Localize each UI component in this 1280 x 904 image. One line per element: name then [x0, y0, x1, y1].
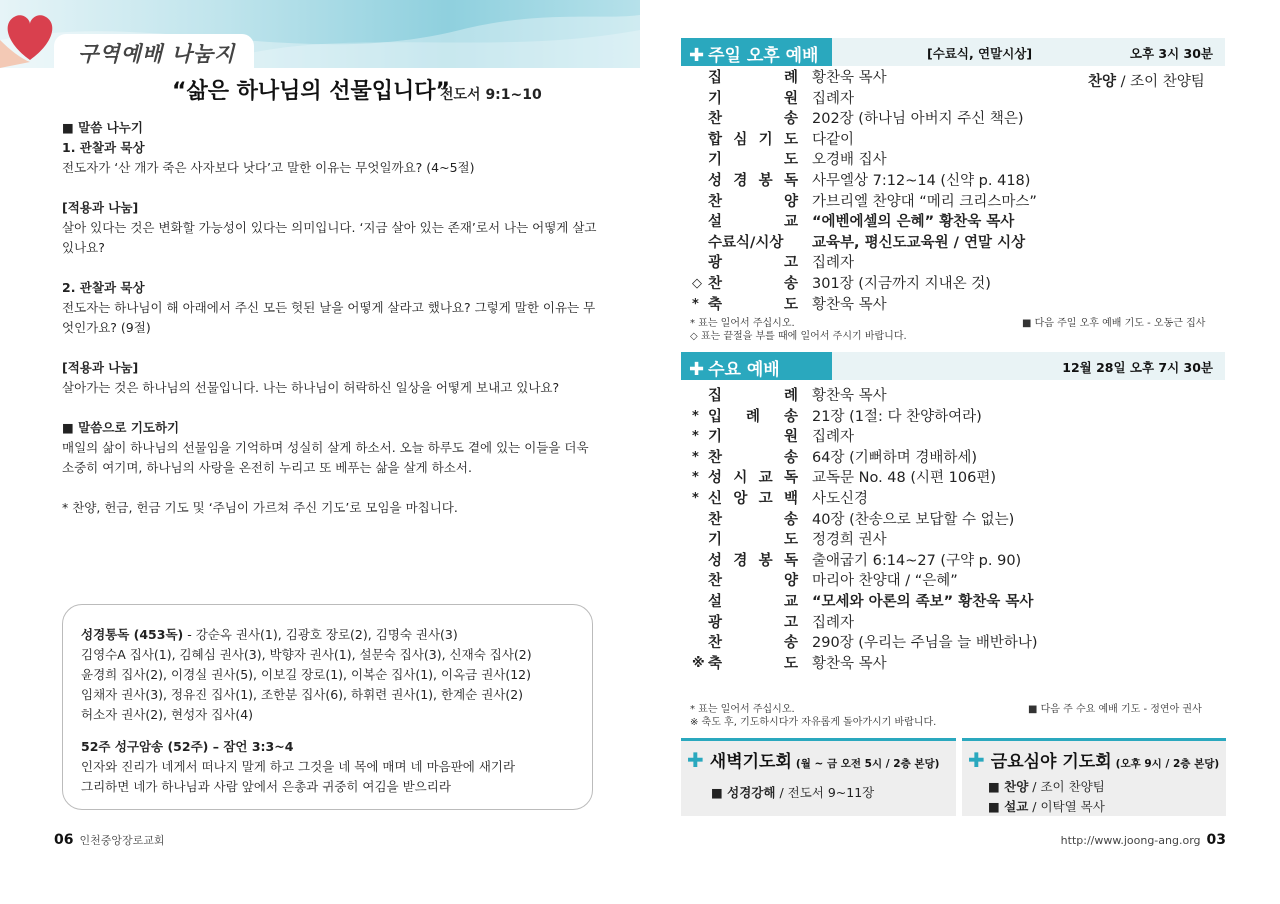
order-mark [692, 130, 708, 151]
order-mark: * [692, 408, 699, 424]
order-label: 성 경 봉 독 [708, 172, 798, 189]
right-page [640, 0, 1280, 904]
dawn-line-label: ■ 성경강해 [711, 785, 776, 800]
order-mark: * [692, 429, 699, 445]
discussion-body [62, 118, 602, 518]
order-label: 신 앙 고 백 [708, 490, 798, 507]
reading-line: 임채자 권사(3), 정유진 집사(1), 조한분 집사(6), 하휘련 권사(1), 한계순 권사(2) [81, 687, 524, 702]
memory-line: 그리하면 네가 하나님과 사람 앞에서 은총과 귀중히 여김을 받으리라 [81, 779, 451, 794]
order-label: 집 례 [708, 388, 798, 404]
apply2-text: 살아가는 것은 하나님의 선물입니다. 나는 하나님이 허락하신 일상을 어떻게 보내고 있나요? [62, 380, 560, 395]
order-row [692, 89, 1037, 110]
order-label: 성 경 봉 독 [708, 552, 798, 569]
order-row [692, 448, 1038, 469]
order-row [692, 68, 1037, 89]
order-row [692, 192, 1037, 213]
order-label: 기 원 [708, 429, 798, 446]
order-label: 찬 양 [708, 573, 798, 590]
order-label: 설 교 [708, 593, 798, 610]
sunday-note [690, 317, 907, 343]
order-mark [692, 253, 708, 274]
order-label: 기 도 [708, 532, 798, 549]
reading-line: - 강순옥 권사(1), 김광호 장로(2), 김명숙 권사(3) [183, 627, 458, 642]
order-mark: * [692, 449, 699, 465]
closing-note: * 찬양, 헌금, 헌금 기도 및 ‘주님이 가르쳐 주신 기도’로 모임을 마칩니다. [62, 500, 458, 515]
order-row [692, 233, 1037, 254]
sunday-next-prayer: ■ 다음 주일 오후 예배 기도 - 오동근 집사 [1022, 318, 1206, 329]
order-value: 오경배 집사 [812, 152, 887, 169]
apply1-text: 살아 있다는 것은 변화할 가능성이 있다는 의미입니다. ‘지금 살아 있는 존재’로서 나는 어떻게 살고 있나요? [62, 220, 597, 255]
order-mark [692, 551, 708, 572]
order-row [692, 510, 1038, 531]
order-label: 찬 송 [708, 449, 798, 466]
cross-icon: ✚ [689, 45, 705, 66]
order-mark [692, 109, 708, 130]
order-row [692, 654, 1038, 675]
order-label: 기 원 [708, 90, 798, 107]
church-url[interactable]: http://www.joong-ang.org [1060, 834, 1201, 847]
order-value: 집례자 [812, 90, 855, 107]
order-label: 입 례 송 [708, 408, 798, 425]
friday-prayer-line [988, 797, 1105, 815]
reading-line: 김영수A 집사(1), 김혜심 권사(3), 박향자 권사(1), 설문숙 집사(3), 신재숙 집사(2) [81, 647, 532, 662]
order-value: 집례자 [812, 429, 855, 446]
dawn-line-value: / 전도서 9~11장 [775, 785, 875, 800]
order-row [692, 530, 1038, 551]
order-value: 사무엘상 7:12~14 (신약 p. 418) [812, 172, 1031, 189]
order-value: 황찬욱 목사 [812, 388, 887, 404]
order-row [692, 274, 1037, 295]
order-value: 교육부, 평신도교육원 / 연말 시상 [812, 234, 1026, 251]
friday-prayer-box [962, 738, 1226, 816]
order-label: 찬 송 [708, 111, 798, 128]
friday-line1-label: ■ 찬양 [988, 779, 1029, 794]
memory-line: 인자와 진리가 네게서 떠나지 말게 하고 그것을 네 목에 매며 네 마음판에 새기라 [81, 759, 516, 774]
order-label: 기 도 [708, 152, 798, 169]
order-value: 301장 (지금까지 지내온 것) [812, 275, 991, 292]
order-row [692, 571, 1038, 592]
sunday-order-list [692, 68, 1037, 315]
order-label: 찬 양 [708, 193, 798, 210]
right-page-number: 03 [1206, 832, 1226, 848]
wednesday-service-title: 수요 예배 [708, 360, 780, 380]
reading-line: 윤경희 집사(2), 이경실 권사(5), 이보길 장로(1), 이복순 집사(1), 이옥금 권사(12) [81, 667, 532, 682]
cross-icon: ✚ [968, 748, 985, 772]
dawn-prayer-line [711, 783, 874, 801]
order-mark: * [692, 490, 699, 506]
friday-prayer-title-row [968, 747, 1219, 772]
dawn-prayer-box [681, 738, 956, 816]
order-value: 마리아 찬양대 / “은혜” [812, 573, 958, 590]
wednesday-service-tab [681, 352, 832, 380]
friday-line2-value: / 이탁열 목사 [1028, 799, 1105, 814]
order-value: 다같이 [812, 131, 855, 148]
dawn-prayer-title-row [687, 747, 939, 772]
order-value: 가브리엘 찬양대 “메리 크리스마스” [812, 193, 1037, 210]
sunday-service-tab [681, 38, 832, 66]
order-mark [692, 530, 708, 551]
order-value: 출애굽기 6:14~27 (구약 p. 90) [812, 552, 1022, 569]
order-value: 40장 (찬송으로 보답할 수 없는) [812, 511, 1015, 528]
order-label: 광 고 [708, 255, 798, 272]
order-value: 21장 (1절: 다 찬양하여라) [812, 408, 982, 425]
wednesday-note [690, 703, 936, 729]
order-label: 집 례 [708, 70, 798, 86]
heart-hands-icon [0, 0, 60, 68]
sermon-reference: 전도서 9:1~10 [440, 87, 542, 103]
order-row [692, 592, 1038, 613]
order-mark [692, 633, 708, 654]
order-value: “에벤에셀의 은혜” 황찬욱 목사 [812, 214, 1015, 231]
order-value: 집례자 [812, 255, 855, 272]
order-mark [692, 150, 708, 171]
order-row [692, 468, 1038, 489]
order-value: 집례자 [812, 614, 855, 631]
order-mark [692, 171, 708, 192]
order-row [692, 295, 1037, 316]
left-footer [54, 832, 165, 848]
order-mark [692, 386, 708, 407]
order-row [692, 407, 1038, 428]
friday-prayer-line [988, 777, 1105, 795]
order-mark: ※ [692, 655, 705, 671]
order-row [692, 212, 1037, 233]
order-mark [692, 613, 708, 634]
share-heading: ■ 말씀 나누기 [62, 120, 143, 135]
sunday-service-time: 오후 3시 30분 [1129, 46, 1213, 61]
church-name: 인천중앙장로교회 [79, 834, 165, 847]
order-mark [692, 192, 708, 213]
apply1-heading: [적용과 나눔] [62, 200, 139, 215]
order-value: 202장 (하나님 아버지 주신 책은) [812, 111, 1024, 128]
wednesday-note-2: ※ 축도 후, 기도하시다가 자유롭게 돌아가시기 바랍니다. [690, 717, 937, 728]
order-label: 축 도 [708, 296, 798, 313]
order-value: 황찬욱 목사 [812, 655, 887, 672]
order-value: 정경희 권사 [812, 532, 887, 549]
order-mark [692, 89, 708, 110]
sunday-note-2: ◇ 표는 끝절을 부를 때에 일어서 주시기 바랍니다. [690, 331, 907, 342]
question1-heading: 1. 관찰과 묵상 [62, 140, 145, 155]
order-mark: * [692, 296, 699, 312]
choir-label: 찬양 [1088, 74, 1117, 90]
wednesday-service-time: 12월 28일 오후 7시 30분 [1062, 360, 1213, 375]
wednesday-note-1: * 표는 일어서 주십시오. [690, 704, 795, 715]
sunday-service-header [681, 38, 1225, 66]
sermon-title: “삶은 하나님의 선물입니다” [172, 79, 451, 104]
order-mark [692, 510, 708, 531]
order-label: 수료식/시상 [708, 234, 784, 251]
order-mark: ◇ [692, 275, 702, 291]
order-mark [692, 212, 708, 233]
order-label: 찬 송 [708, 635, 798, 652]
order-label: 찬 송 [708, 275, 798, 292]
order-label: 성 시 교 독 [708, 470, 798, 487]
order-row [692, 427, 1038, 448]
order-row [692, 150, 1037, 171]
choir-value: / 조이 찬양팀 [1116, 74, 1205, 90]
friday-prayer-schedule: (오후 9시 / 2층 본당) [1115, 758, 1220, 770]
order-row [692, 386, 1038, 407]
order-label: 설 교 [708, 214, 798, 231]
friday-prayer-title: 금요심야 기도회 [990, 752, 1112, 772]
order-row [692, 633, 1038, 654]
order-value: 64장 (기뻐하며 경배하세) [812, 449, 978, 466]
order-mark [692, 233, 708, 254]
cross-icon: ✚ [687, 748, 704, 772]
dawn-prayer-title: 새벽기도회 [709, 752, 792, 772]
prayer-heading: ■ 말씀으로 기도하기 [62, 420, 180, 435]
order-mark [692, 571, 708, 592]
order-row [692, 613, 1038, 634]
order-row [692, 489, 1038, 510]
wednesday-next-prayer: ■ 다음 주 수요 예배 기도 - 정연아 권사 [1028, 704, 1202, 715]
order-label: 축 도 [708, 655, 798, 672]
question1-text: 전도자가 ‘산 개가 죽은 사자보다 낫다’고 말한 이유는 무엇일까요? (4~5절) [62, 160, 475, 175]
apply2-heading: [적용과 나눔] [62, 360, 139, 375]
order-row [692, 109, 1037, 130]
dawn-prayer-schedule: (월 ~ 금 오전 5시 / 2층 본당) [795, 758, 940, 770]
sunday-note-1: * 표는 일어서 주십시오. [690, 318, 795, 329]
wednesday-order-list [692, 386, 1038, 674]
friday-line2-label: ■ 설교 [988, 799, 1029, 814]
order-value: 교독문 No. 48 (시편 106편) [812, 470, 996, 487]
wednesday-service-header [681, 352, 1225, 380]
sunday-service-title: 주일 오후 예배 [708, 46, 819, 66]
order-mark: * [692, 470, 699, 486]
order-row [692, 551, 1038, 572]
bible-reading-box [62, 604, 593, 810]
order-value: 사도신경 [812, 490, 869, 507]
order-label: 찬 송 [708, 511, 798, 528]
order-value: “모세와 아론의 족보” 황찬욱 목사 [812, 593, 1034, 610]
question2-text: 전도자는 하나님이 해 아래에서 주신 모든 헛된 날을 어떻게 살라고 했나요? 그렇게 말한 이유는 무엇인가요? (9절) [62, 300, 596, 335]
order-mark [692, 592, 708, 613]
left-page-number: 06 [54, 832, 74, 848]
question2-heading: 2. 관찰과 묵상 [62, 280, 145, 295]
order-label: 광 고 [708, 614, 798, 631]
order-row [692, 171, 1037, 192]
order-row [692, 130, 1037, 151]
order-value: 황찬욱 목사 [812, 296, 887, 313]
sunday-service-tag: [수료식, 연말시상] [927, 46, 1033, 61]
sunday-choir [1088, 70, 1205, 91]
order-label: 합 심 기 도 [708, 131, 798, 148]
order-value: 황찬욱 목사 [812, 70, 887, 86]
order-value: 290장 (우리는 주님을 늘 배반하나) [812, 635, 1038, 652]
reading-heading: 성경통독 (453독) [81, 627, 184, 642]
right-footer [1061, 832, 1226, 848]
section-title: 구역예배 나눔지 [54, 34, 254, 70]
order-mark [692, 68, 708, 89]
reading-line: 허소자 권사(2), 현성자 집사(4) [81, 707, 254, 722]
order-row [692, 253, 1037, 274]
memory-heading: 52주 성구암송 (52주) – 잠언 3:3~4 [81, 739, 294, 754]
cross-icon: ✚ [689, 359, 705, 380]
friday-line1-value: / 조이 찬양팀 [1028, 779, 1105, 794]
prayer-text: 매일의 삶이 하나님의 선물임을 기억하며 성실히 살게 하소서. 오늘 하루도 곁에 있는 이들을 더욱 소중히 여기며, 하나님의 사랑을 온전히 누리고 또 베푸는 삶을 살게 하소서. [62, 440, 589, 475]
